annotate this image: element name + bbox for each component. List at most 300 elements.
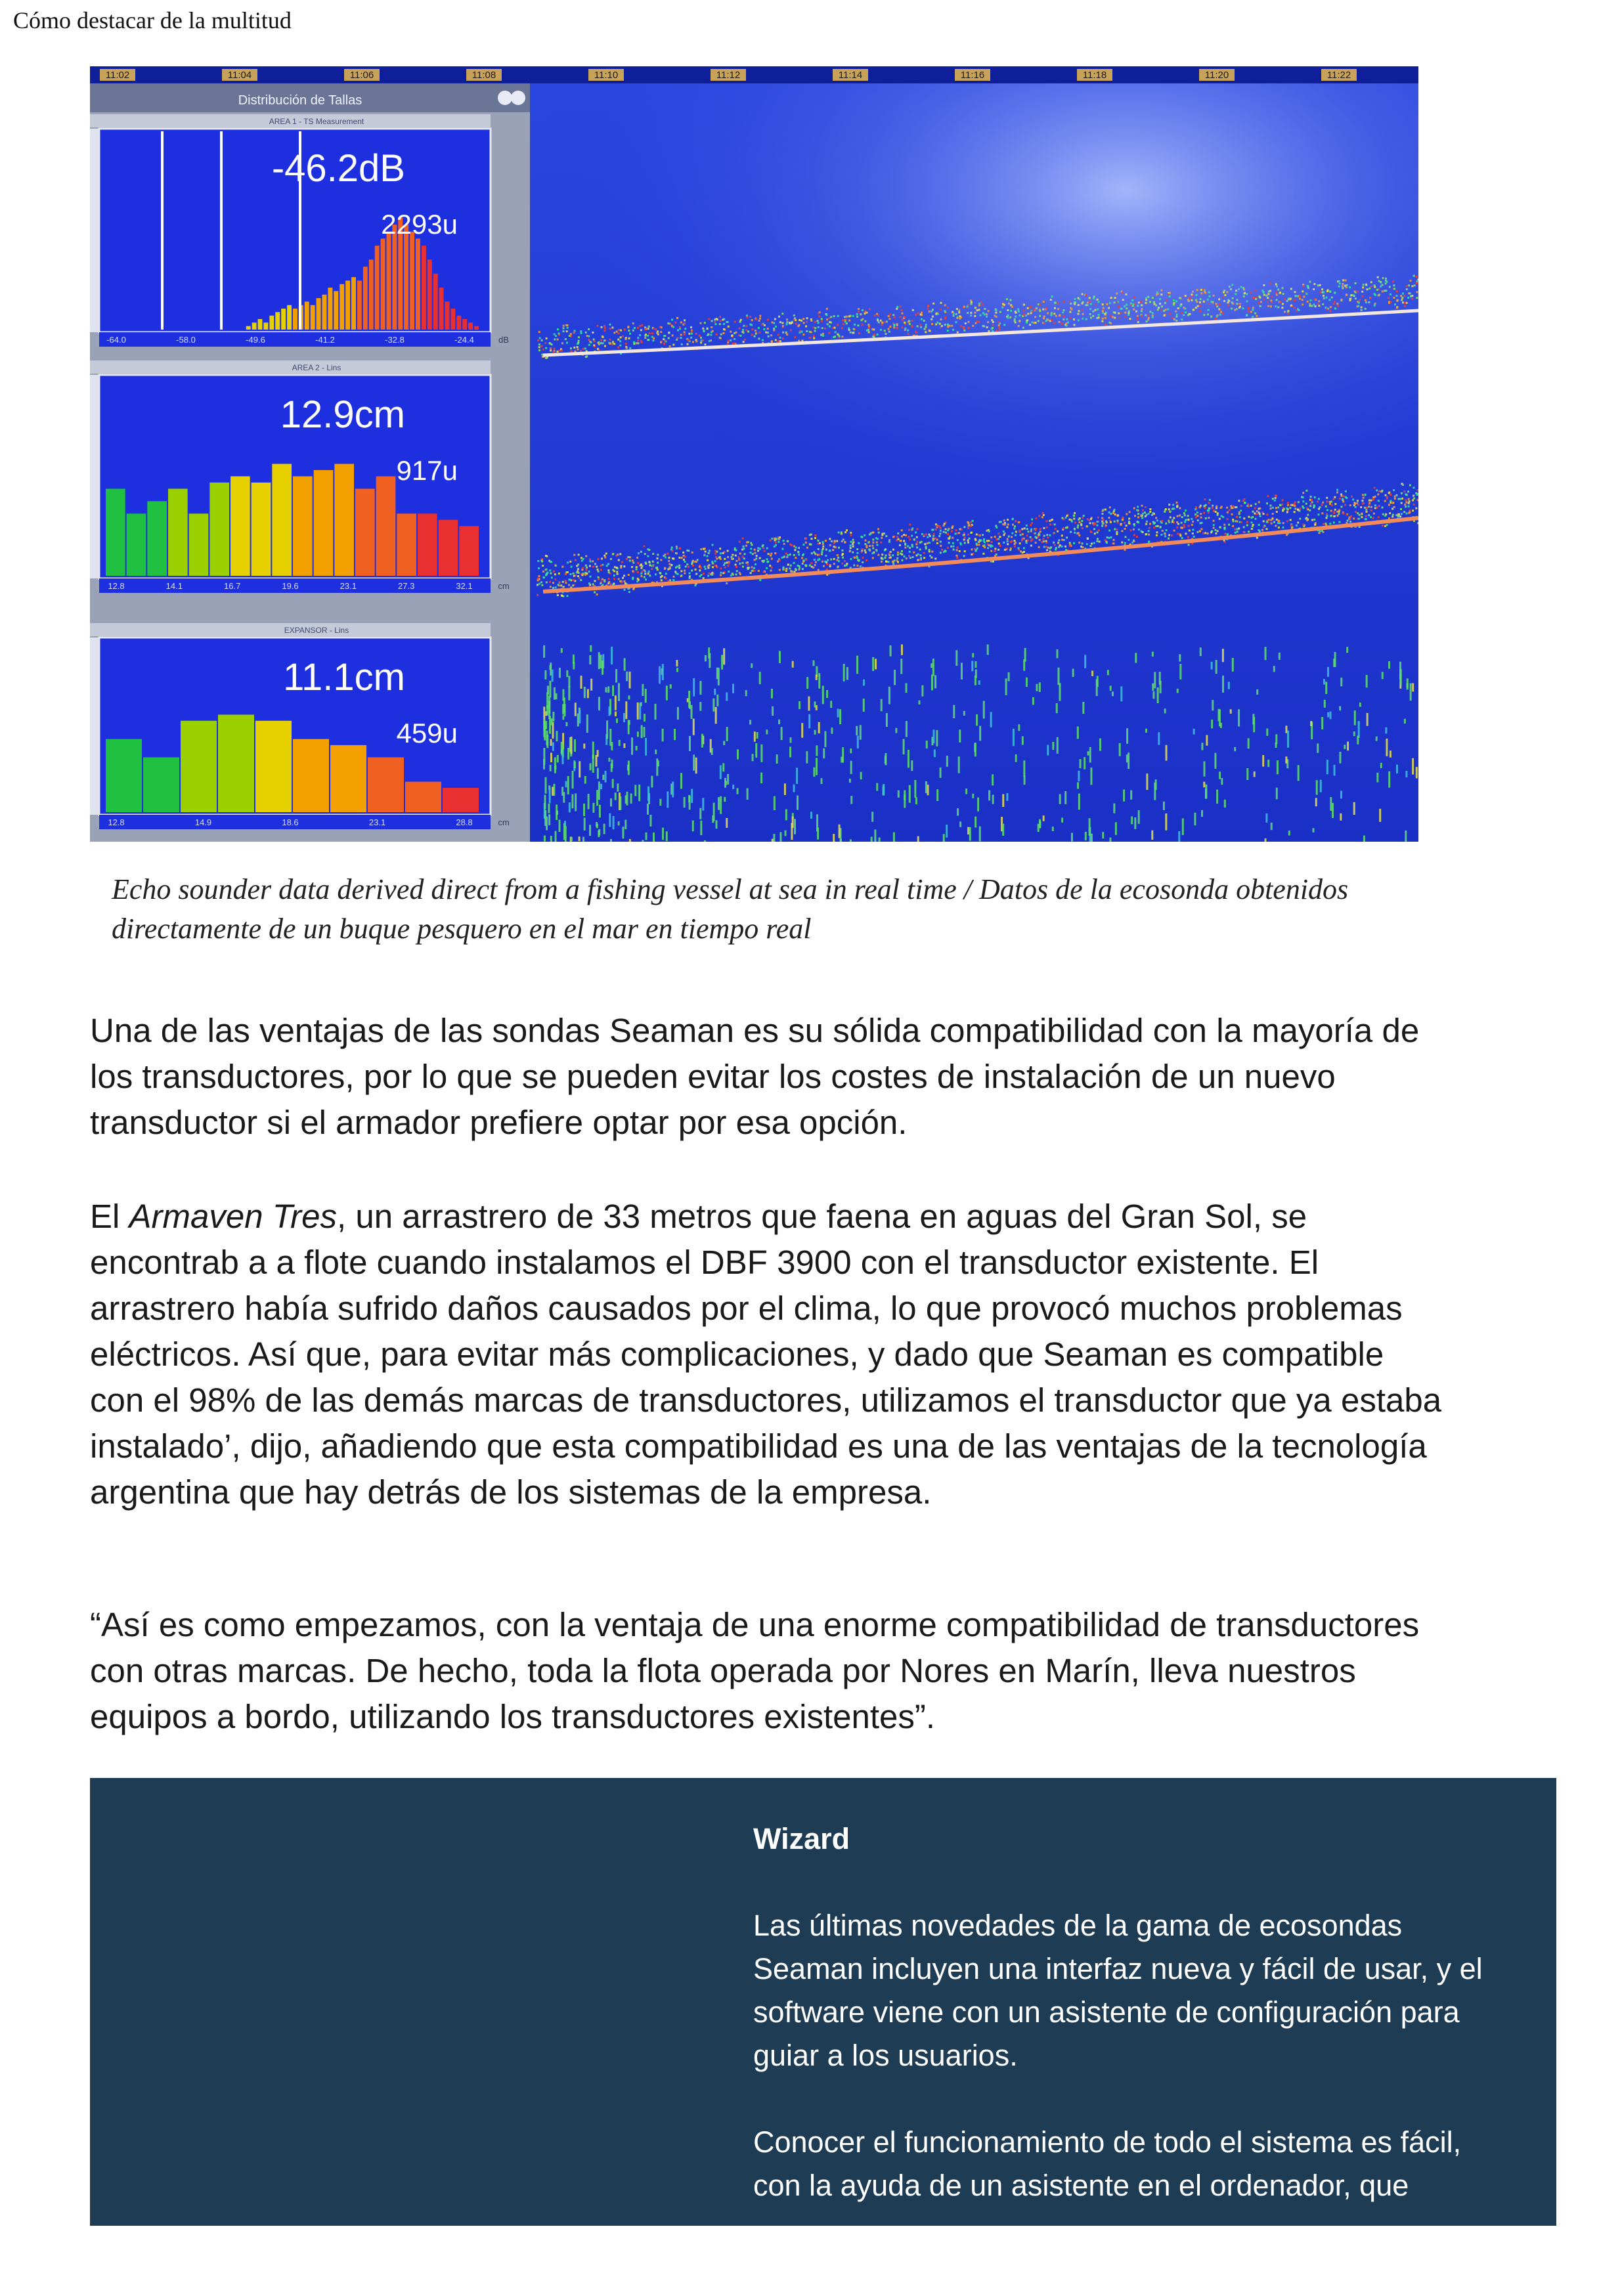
echo-streak (1002, 794, 1004, 807)
echo-dot (1066, 536, 1068, 538)
area-label-strip (90, 360, 491, 374)
echo-dot (750, 542, 752, 544)
echo-dot (799, 565, 800, 567)
echo-dot (1208, 295, 1210, 297)
echo-dot (1215, 511, 1217, 513)
echo-dot (1149, 523, 1151, 525)
echo-streak (566, 670, 568, 677)
echo-streak (713, 803, 715, 821)
echo-dot (1310, 496, 1312, 498)
echo-dot (1185, 311, 1187, 313)
echo-dot (680, 321, 682, 323)
echo-streak (771, 689, 773, 699)
echo-streak (565, 826, 567, 842)
echo-streak (645, 738, 647, 756)
echo-streak (732, 684, 734, 693)
echo-streak (1154, 672, 1156, 688)
echo-dot (839, 336, 841, 337)
echo-streak (975, 676, 976, 685)
echo-dot (636, 342, 638, 344)
echo-dot (814, 330, 816, 332)
echo-dot (762, 339, 764, 341)
echo-dot (846, 563, 848, 565)
echo-dot (588, 582, 590, 584)
echo-dot (1287, 311, 1289, 313)
echo-dot (1336, 491, 1338, 493)
echo-dot (1023, 314, 1025, 316)
echo-dot (1388, 517, 1390, 519)
echo-dot (1009, 549, 1011, 551)
echo-streak (1228, 682, 1230, 689)
echo-dot (838, 560, 840, 562)
echo-dot (778, 541, 779, 543)
echo-dot (695, 584, 697, 586)
echo-dot (537, 584, 538, 586)
echo-dot (1225, 533, 1227, 535)
echo-dot (1114, 297, 1116, 299)
echo-dot (1019, 531, 1020, 533)
echo-dot (902, 326, 904, 328)
echo-dot (881, 561, 883, 563)
echo-dot (1342, 512, 1344, 514)
echo-dot (818, 548, 820, 550)
echo-streak (1339, 706, 1341, 711)
echo-dot (826, 308, 828, 310)
echo-dot (1266, 521, 1268, 523)
echo-dot (897, 532, 899, 534)
echo-dot (1373, 513, 1375, 515)
echo-dot (1015, 542, 1017, 544)
echo-dot (623, 565, 625, 567)
echo-dot (852, 546, 854, 548)
echo-dot (1365, 515, 1367, 517)
echo-dot (660, 341, 662, 343)
echo-dot (793, 554, 795, 556)
echo-streak (785, 809, 787, 820)
echo-dot (825, 549, 827, 551)
echo-dot (1213, 295, 1215, 297)
echo-dot (1063, 315, 1065, 317)
echo-dot (972, 325, 974, 327)
echo-dot (632, 559, 634, 561)
echo-streak (631, 737, 633, 754)
echo-dot (1153, 301, 1155, 303)
echo-dot (766, 561, 768, 563)
echo-dot (1404, 504, 1406, 506)
echo-dot (967, 521, 969, 523)
echo-dot (577, 575, 579, 577)
echo-dot (782, 337, 784, 339)
echo-dot (621, 582, 623, 584)
echo-streak (583, 744, 585, 749)
echo-streak (885, 753, 887, 766)
echo-dot (1376, 507, 1378, 509)
echo-dot (927, 305, 929, 307)
echo-dot (956, 557, 958, 559)
echo-streak (774, 796, 776, 810)
echo-dot (684, 573, 686, 574)
echo-dot (727, 550, 729, 552)
echo-dot (594, 592, 596, 594)
echo-streak (1123, 789, 1125, 801)
echo-dot (603, 339, 605, 341)
echo-streak (745, 690, 747, 696)
echo-dot (567, 571, 569, 573)
echo-dot (1073, 518, 1075, 520)
echo-dot (1273, 521, 1275, 523)
echo-streak (674, 729, 676, 740)
echo-dot (1184, 514, 1186, 516)
echo-dot (1089, 522, 1091, 524)
echo-dot (704, 322, 706, 324)
echo-dot (1110, 322, 1112, 324)
echo-dot (1307, 287, 1309, 289)
echo-dot (704, 343, 706, 345)
echo-streak (839, 709, 841, 724)
echo-dot (1327, 289, 1329, 291)
echo-dot (616, 567, 618, 569)
echo-dot (716, 557, 718, 559)
echo-dot (1200, 505, 1202, 507)
echo-dot (1208, 508, 1210, 509)
echo-dot (1235, 506, 1237, 508)
echo-dot (1065, 322, 1067, 324)
echo-streak (1275, 734, 1277, 744)
echo-dot (1141, 308, 1143, 310)
echo-dot (1078, 313, 1080, 314)
echo-dot (868, 327, 870, 329)
echo-dot (912, 556, 914, 558)
echo-dot (1238, 513, 1240, 515)
echo-dot (677, 573, 679, 575)
echo-dot (1326, 309, 1328, 311)
echo-dot (1414, 284, 1416, 286)
echo-dot (991, 328, 993, 330)
echo-dot (1051, 519, 1053, 521)
echo-dot (676, 546, 678, 548)
echo-streak (723, 648, 725, 664)
echo-dot (832, 549, 834, 551)
echo-dot (821, 327, 823, 329)
echo-dot (1263, 520, 1265, 522)
echo-dot (1323, 297, 1325, 299)
echo-dot (1124, 522, 1126, 524)
echo-streak (1024, 775, 1026, 785)
echo-dot (877, 334, 879, 336)
echo-streak (561, 648, 563, 653)
echo-dot (861, 550, 863, 552)
echo-dot (786, 321, 788, 323)
echo-streak (649, 815, 651, 827)
echo-dot (1275, 292, 1277, 293)
echo-dot (1179, 534, 1181, 536)
echo-dot (1137, 513, 1139, 515)
echo-streak (1152, 683, 1154, 691)
echo-streak (904, 794, 906, 800)
echo-dot (1281, 504, 1283, 506)
echo-dot (755, 557, 757, 559)
echo-dot (1110, 536, 1112, 538)
echo-dot (1409, 292, 1411, 294)
echo-dot (969, 538, 971, 540)
echo-dot (1299, 297, 1301, 299)
echo-dot (877, 554, 879, 556)
echo-dot (634, 327, 636, 329)
echo-dot (1417, 489, 1418, 491)
echo-dot (766, 567, 768, 569)
echo-dot (955, 321, 957, 323)
echo-dot (608, 581, 610, 583)
echo-dot (1311, 499, 1313, 501)
echo-dot (578, 336, 580, 338)
echo-dot (967, 312, 969, 314)
echo-streak (1330, 797, 1332, 811)
echo-streak (1386, 739, 1388, 756)
echo-dot (963, 327, 965, 329)
echo-dot (1357, 504, 1359, 506)
echo-streak (813, 768, 815, 777)
echo-dot (1070, 531, 1072, 533)
echo-dot (1041, 541, 1043, 543)
echo-dot (1010, 310, 1012, 312)
echo-dot (714, 560, 716, 562)
echo-dot (745, 545, 747, 547)
echo-dot (812, 567, 814, 569)
echo-dot (1270, 305, 1272, 307)
echo-dot (814, 327, 816, 329)
echo-dot (983, 538, 985, 540)
echo-dot (1096, 521, 1098, 523)
echo-dot (876, 541, 878, 543)
echo-dot (550, 586, 552, 588)
echo-dot (862, 561, 864, 563)
histogram-bar (369, 259, 374, 330)
echo-streak (550, 752, 552, 762)
echo-dot (746, 314, 748, 316)
echo-dot (554, 578, 556, 580)
echo-streak (936, 730, 938, 747)
echo-dot (580, 579, 582, 581)
echo-streak (720, 766, 722, 779)
echo-dot (845, 318, 847, 320)
echo-dot (1331, 504, 1333, 506)
echo-streak (793, 785, 795, 792)
echo-dot (1364, 494, 1366, 496)
echo-dot (1180, 527, 1182, 529)
echo-dot (996, 309, 997, 311)
echo-dot (1218, 308, 1220, 310)
echo-dot (624, 580, 626, 582)
echo-streak (599, 805, 601, 818)
echo-dot (932, 316, 934, 318)
echo-dot (1396, 307, 1398, 309)
echo-dot (1361, 516, 1363, 518)
echo-dot (651, 568, 653, 570)
echo-streak (1396, 765, 1398, 774)
echo-dot (1124, 536, 1126, 538)
echo-dot (1271, 295, 1273, 297)
echo-streak (747, 788, 749, 800)
echo-dot (1365, 511, 1367, 513)
echo-streak (1120, 686, 1122, 701)
echo-dot (1205, 504, 1207, 506)
echo-dot (746, 316, 748, 318)
echo-dot (1121, 542, 1123, 544)
echo-dot (783, 540, 785, 542)
echo-dot (1359, 299, 1361, 301)
echo-streak (580, 676, 582, 689)
echo-dot (1126, 513, 1128, 515)
echo-streak (816, 745, 818, 756)
echo-dot (604, 327, 606, 329)
echo-streak (1363, 835, 1365, 842)
echo-dot (1133, 508, 1135, 509)
echo-dot (1374, 504, 1376, 506)
echo-dot (884, 321, 886, 323)
echo-dot (1208, 292, 1210, 293)
echo-dot (850, 545, 852, 547)
echo-dot (1173, 530, 1175, 532)
echo-dot (1244, 502, 1246, 504)
echo-dot (1394, 496, 1396, 498)
echo-dot (944, 523, 946, 525)
echo-dot (829, 538, 831, 540)
echo-dot (830, 316, 832, 318)
echo-dot (1254, 290, 1256, 292)
echo-dot (702, 328, 704, 330)
echo-dot (1078, 521, 1080, 523)
echo-dot (605, 553, 607, 555)
echo-dot (1266, 513, 1268, 515)
echo-dot (581, 569, 583, 571)
echo-dot (964, 550, 966, 552)
echo-dot (1343, 495, 1345, 497)
echo-dot (592, 332, 594, 334)
echo-dot (1413, 494, 1414, 496)
echo-dot (897, 553, 899, 555)
echo-dot (1323, 523, 1325, 525)
echo-dot (586, 567, 588, 569)
echo-dot (1334, 301, 1336, 303)
echo-dot (565, 580, 567, 582)
echo-dot (754, 549, 756, 551)
echo-dot (1238, 527, 1240, 529)
echo-dot (1314, 524, 1316, 526)
echo-dot (1370, 286, 1372, 288)
echo-dot (758, 327, 760, 329)
echo-dot (1235, 293, 1237, 295)
echo-streak (955, 650, 957, 666)
echo-streak (1036, 684, 1038, 691)
echo-streak (850, 796, 852, 804)
echo-dot (841, 531, 843, 533)
echo-dot (667, 322, 669, 324)
echo-dot (757, 550, 759, 552)
echo-dot (868, 331, 870, 333)
echo-dot (837, 557, 839, 559)
echo-dot (549, 569, 551, 571)
echo-dot (1109, 506, 1111, 508)
echo-dot (773, 328, 775, 330)
echo-dot (1061, 517, 1063, 519)
echo-dot (1326, 500, 1328, 502)
echo-dot (1034, 532, 1036, 534)
echo-dot (1039, 315, 1041, 317)
echo-dot (608, 578, 610, 580)
echo-dot (561, 349, 563, 351)
echo-dot (1045, 540, 1047, 542)
x-tick-strip (99, 332, 491, 347)
echo-streak (841, 757, 843, 763)
echo-streak (1071, 833, 1073, 841)
echo-streak (1002, 824, 1004, 836)
echo-streak (619, 740, 621, 746)
echo-dot (1388, 301, 1390, 303)
echo-streak (725, 781, 727, 785)
echo-dot (1069, 542, 1071, 544)
echo-dot (639, 334, 641, 336)
echo-dot (608, 571, 610, 573)
echo-dot (813, 336, 815, 337)
echo-dot (734, 343, 735, 345)
echo-dot (1372, 498, 1374, 500)
echo-dot (557, 594, 559, 596)
echo-dot (695, 569, 697, 571)
histogram-bar (127, 513, 146, 576)
echo-streak (574, 762, 576, 768)
echo-dot (940, 309, 942, 311)
echo-dot (1065, 527, 1067, 529)
echo-dot (1232, 519, 1234, 521)
echo-dot (1031, 518, 1033, 520)
echo-streak (1407, 678, 1409, 689)
x-tick-label: 12.8 (108, 581, 125, 591)
echo-dot (565, 582, 567, 584)
echo-dot (692, 560, 694, 562)
echo-dot (1116, 292, 1118, 294)
echo-dot (674, 571, 676, 573)
echo-streak (647, 787, 649, 801)
histogram-count: 917u (396, 455, 458, 486)
echo-dot (1326, 515, 1328, 517)
histogram-bar (287, 305, 292, 330)
echo-streak (1340, 791, 1342, 798)
echo-dot (1243, 498, 1245, 500)
echo-dot (1199, 530, 1201, 532)
echo-dot (613, 343, 615, 345)
echo-dot (610, 558, 612, 560)
echo-dot (1385, 513, 1387, 515)
echo-dot (759, 315, 761, 317)
echo-dot (707, 559, 709, 561)
paragraph-text: “Así es como empezamos, con la ventaja de una enorme compatibilidad de transductores con otras marcas. De hecho, toda la flota operada por Nores en Marín, lleva nuestros equipos a bordo, utilizando los transductores existentes”. (90, 1606, 1420, 1735)
echo-dot (1189, 529, 1191, 531)
histogram-bar (357, 280, 362, 330)
echo-dot (546, 569, 548, 571)
echo-dot (1080, 546, 1082, 548)
echo-streak (772, 839, 774, 842)
echo-streak (544, 670, 546, 680)
echo-dot (688, 550, 690, 552)
echo-dot (711, 572, 713, 574)
echo-streak (1128, 752, 1129, 769)
echo-dot (677, 329, 679, 331)
echo-dot (580, 557, 582, 559)
echo-streak (969, 827, 971, 841)
echo-dot (921, 541, 923, 543)
echo-dot (1149, 311, 1151, 313)
echo-streak (785, 831, 787, 836)
